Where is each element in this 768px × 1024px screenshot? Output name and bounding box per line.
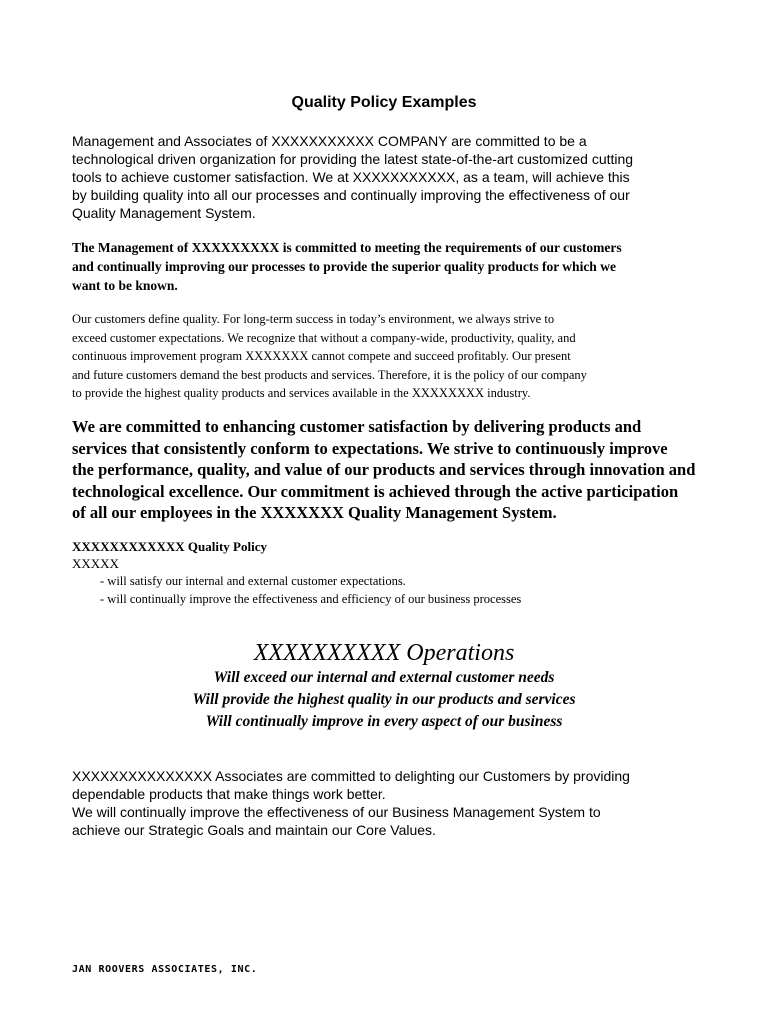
quality-policy-list xyxy=(100,572,521,608)
paragraph-line: exceed customer expectations. We recognize that without a company-wide, productivity, quality, and xyxy=(72,330,576,345)
paragraph-line: and future customers demand the best products and services. Therefore, it is the policy of our company xyxy=(72,367,587,382)
paragraph-line: Management and Associates of XXXXXXXXXXX COMPANY are committed to be a xyxy=(72,133,587,149)
operations-title: XXXXXXXXXX Operations xyxy=(253,640,515,666)
quality-policy-subheading: XXXXX xyxy=(72,556,119,571)
paragraph-line: Quality Management System. xyxy=(72,205,256,221)
footer-company-name: JAN ROOVERS ASSOCIATES, INC. xyxy=(72,964,258,975)
satisfaction-commitment-paragraph xyxy=(72,416,722,524)
operations-line: Will exceed our internal and external customer needs xyxy=(213,669,555,686)
paragraph-line: technological excellence. Our commitment is achieved through the active participation xyxy=(72,481,679,501)
paragraph-line: dependable products that make things work better. xyxy=(72,786,386,802)
paragraph-line: services that consistently conform to expectations. We strive to continuously improve xyxy=(72,438,668,458)
paragraph-line: to provide the highest quality products and services available in the XXXXXXXX industry. xyxy=(72,386,531,400)
paragraph-line: of all our employees in the XXXXXXX Quality Management System. xyxy=(72,503,557,523)
operations-statements xyxy=(0,667,768,733)
management-commitment-paragraph xyxy=(72,238,712,295)
list-item: - will satisfy our internal and external customer expectations. xyxy=(100,574,406,588)
paragraph-line: The Management of XXXXXXXXX is committed to meeting the requirements of our customers xyxy=(72,240,622,255)
paragraph-line: Our customers define quality. For long-term success in today’s environment, we always strive to xyxy=(72,312,555,326)
paragraph-line: by building quality into all our processes and continually improving the effectiveness of our xyxy=(72,187,630,203)
paragraph-line: achieve our Strategic Goals and maintain our Core Values. xyxy=(72,822,436,838)
operations-line: Will provide the highest quality in our products and services xyxy=(192,691,576,708)
document-title: Quality Policy Examples xyxy=(291,94,477,111)
paragraph-line: technological driven organization for providing the latest state-of-the-art customized cutting xyxy=(72,151,634,167)
paragraph-line: tools to achieve customer satisfaction. We at XXXXXXXXXXX, as a team, will achieve this xyxy=(72,169,630,185)
paragraph-line: the performance, quality, and value of our products and services through innovation and xyxy=(72,460,696,480)
operations-line: Will continually improve in every aspect of our business xyxy=(205,713,563,730)
quality-policy-heading: XXXXXXXXXXXX Quality Policy xyxy=(72,539,267,554)
customer-quality-paragraph xyxy=(72,310,722,403)
paragraph-line: XXXXXXXXXXXXXXX Associates are committed to delighting our Customers by providing xyxy=(72,768,630,784)
associates-paragraph xyxy=(72,767,712,839)
list-item: - will continually improve the effectiveness and efficiency of our business processes xyxy=(100,592,522,606)
intro-paragraph xyxy=(72,132,712,222)
paragraph-line: We will continually improve the effectiveness of our Business Management System to xyxy=(72,804,601,820)
paragraph-line: continuous improvement program XXXXXXX cannot compete and succeed profitably. Our present xyxy=(72,349,571,363)
paragraph-line: We are committed to enhancing customer satisfaction by delivering products and xyxy=(72,417,642,436)
paragraph-line: and continually improving our processes to provide the superior quality products for which we xyxy=(72,259,616,274)
paragraph-line: want to be known. xyxy=(72,278,178,293)
